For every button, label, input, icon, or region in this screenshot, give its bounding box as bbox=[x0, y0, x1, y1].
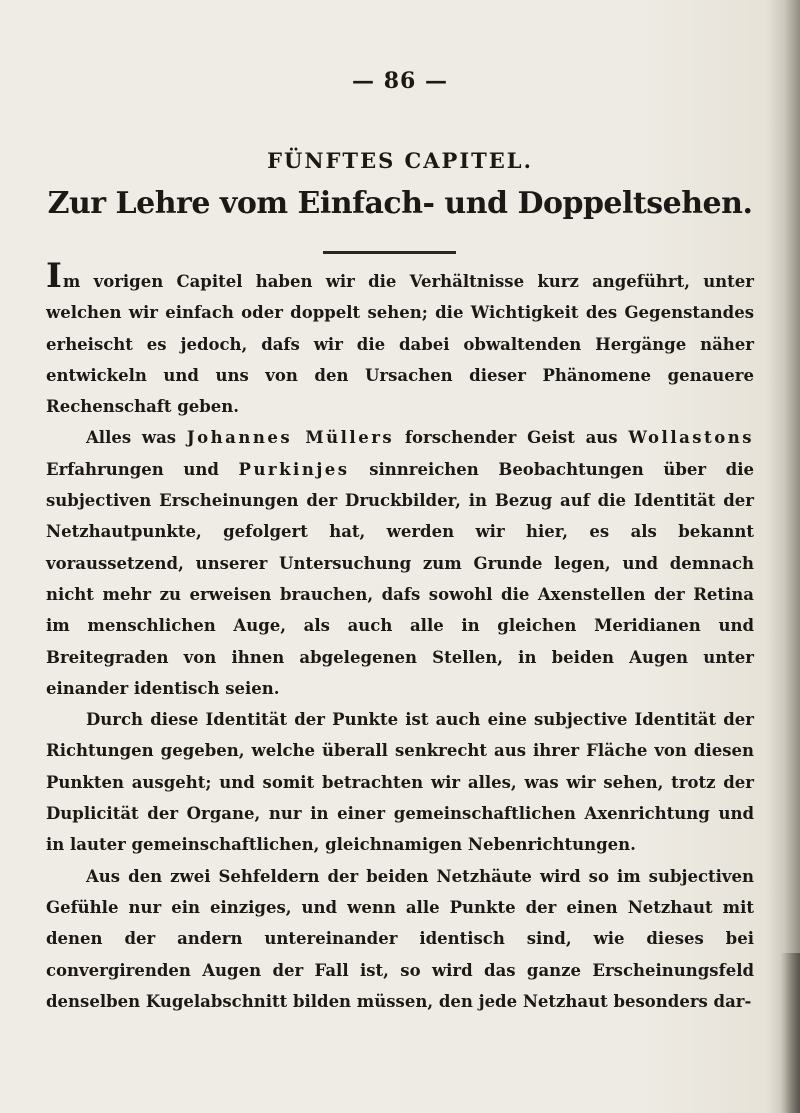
paragraph-1 bbox=[46, 256, 754, 422]
paragraph-2-text-b: forschender Geist aus bbox=[394, 428, 629, 448]
paragraph-2 bbox=[46, 422, 754, 704]
paragraph-2-text-c: Erfahrungen und bbox=[46, 459, 239, 479]
author-name-wollaston: Wollastons bbox=[628, 428, 754, 448]
chapter-title: Zur Lehre vom Einfach- und Doppeltsehen. bbox=[47, 186, 753, 221]
title-rule bbox=[323, 251, 456, 254]
page-corner-shadow bbox=[780, 953, 800, 1113]
paragraph-3: Durch diese Identität der Punkte ist auch eine subjective Identität der Richtungen gegeben, welche überall senkrecht aus ihrer Fläche von diesen Punkten ausgeht; und somit betrachten wir alles, was wir sehen, trotz der Duplicität der Organe, nur in einer gemeinschaftlichen Axenrichtung und in lauter gemeinschaftlichen, gleichnamigen Nebenrichtungen. bbox=[46, 710, 754, 855]
paragraph-1-text: m vorigen Capitel haben wir die Verhältnisse kurz angeführt, unter welchen wir einfach oder doppelt sehen; die Wichtigkeit des Gegenstandes erheischt es jedoch, dafs wir die dabei obwaltenden Hergänge näher entwickeln und uns von den Ursachen dieser Phänomene genauere Rechenschaft geben. bbox=[46, 272, 754, 417]
author-name-purkinje: Purkinjes bbox=[238, 459, 350, 479]
author-name-mueller: Johannes Müllers bbox=[186, 428, 395, 448]
paragraph-2-text-a: Alles was bbox=[86, 428, 187, 448]
body-text bbox=[46, 256, 754, 1017]
initial-letter: I bbox=[46, 256, 62, 296]
paragraph-2-text-d: sinnreichen Beobachtungen über die subjectiven Erscheinungen der Druckbilder, in Bezug auf die Identität der Netzhautpunkte, gefolgert hat, werden wir hier, es als bekannt voraussetzend, unserer Untersuchung zum Grunde legen, und demnach nicht mehr zu erweisen brauchen, dafs sowohl die Axenstellen der Retina im menschlichen Auge, als auch alle in gleichen Meridianen und Breitegraden von ihnen abgelegenen Stellen, in beiden Augen unter einander identisch seien. bbox=[46, 459, 754, 698]
paragraph-4: Aus den zwei Sehfeldern der beiden Netzhäute wird so im subjectiven Gefühle nur ein einziges, und wenn alle Punkte der einen Netzhaut mit denen der andern untereinander identisch sind, wie dieses bei convergirenden Augen der Fall ist, so wird das ganze Erscheinungsfeld denselben Kugelabschnitt bilden müssen, den jede Netzhaut besonders dar- bbox=[46, 866, 754, 1011]
chapter-heading: FÜNFTES CAPITEL. bbox=[267, 148, 533, 173]
page-number: — 86 — bbox=[352, 68, 448, 94]
